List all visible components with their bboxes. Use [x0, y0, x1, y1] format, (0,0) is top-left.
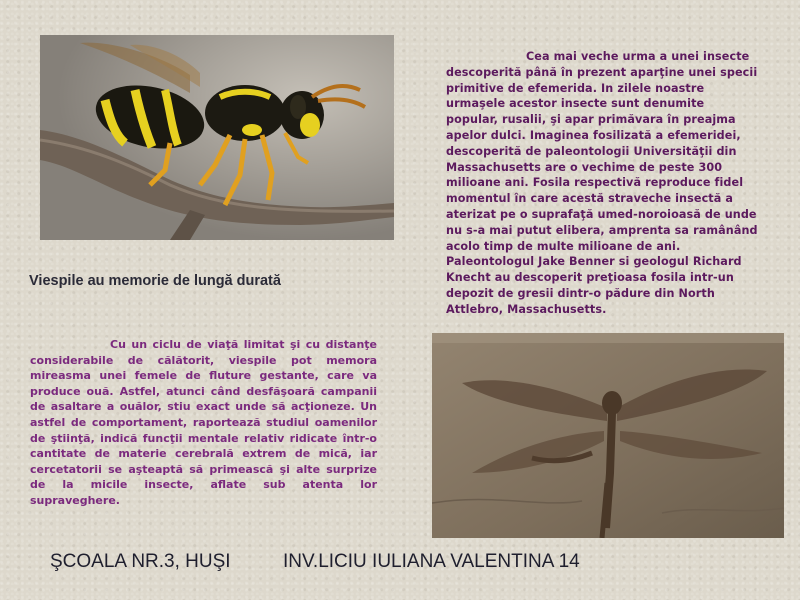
wasp-photo	[40, 35, 394, 240]
mayfly-article-text	[446, 49, 758, 318]
wasp-article-body: Cu un ciclu de viaţă limitat şi cu distanţe considerabile de călătorit, viespile pot memora mireasma unei femele de fluture gestante, care va produce ouă. Astfel, atunci când desfăşoară campanii de asaltare a ouălor, stiu exact unde să acţioneze. Un astfel de comportament, raportează studiul oamenilor de ştiinţă, indică funcţii mentale relativ ridicate într-o cantitate de materie cerebrală extrem de mică, iar cercetatorii se aşteaptă să primească şi alte surprize de la micile insecte, aflate sub atenta lor supraveghere.	[30, 338, 377, 507]
wasp-article-text	[30, 337, 377, 509]
wasp-article-title: Viespile au memorie de lungă durată	[29, 273, 281, 289]
teacher-name: INV.LICIU IULIANA VALENTINA 14	[283, 551, 580, 572]
school-name: ŞCOALA NR.3, HUŞI	[50, 551, 231, 572]
mayfly-article-body: Cea mai veche urma a unei insecte descoperită până în prezent aparţine unei specii primitive de efemerida. In zilele noastre urmaşele acestor insecte sunt denumite popular, rusalii, şi apar primăvara în preajma apelor dulci. Imaginea fosilizată a efemeridei, descoperită de paleontologii Universităţii din Massachusetts are o vechime de peste 300 milioane ani. Fosila respectivă reproduce fidel momentul în care acestă straveche insectă a aterizat pe o suprafaţă umed-noroioasă de unde nu s-a mai putut elibera, amprenta sa ramânând acolo timp de multe milioane de ani. Paleontologul Jake Benner si geologul Richard Knecht au descoperit preţioasa fosila intr-un depozit de gresii dintr-o pădure din North Attlebro, Massachusetts.	[446, 50, 758, 316]
fossil-photo	[432, 333, 784, 538]
